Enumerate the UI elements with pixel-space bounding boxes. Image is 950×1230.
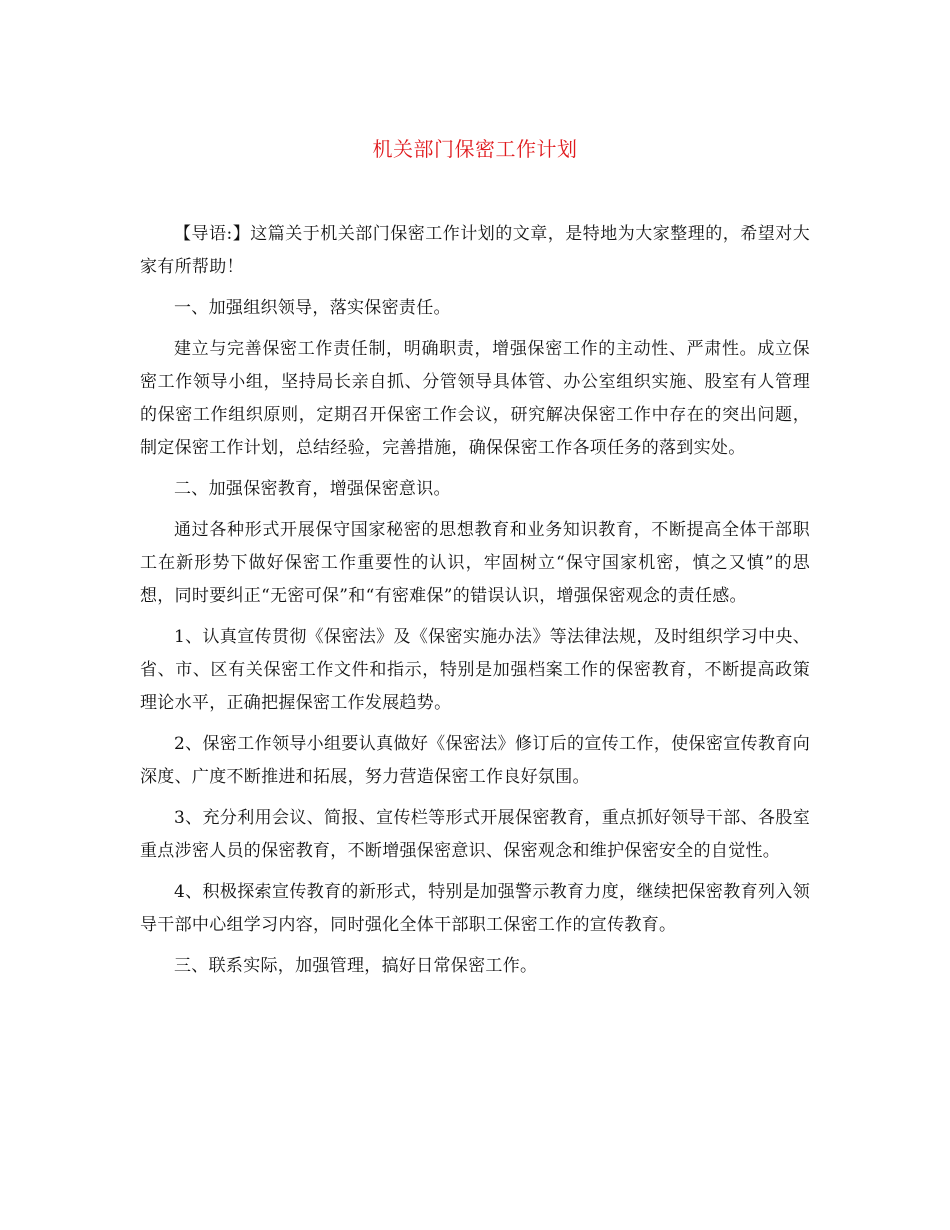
section-heading-2: 二、加强保密教育，增强保密意识。 [174,479,451,499]
list-item-1: 1、认真宣传贯彻《保密法》及《保密实施办法》等法律法规，及时组织学习中央、省、市、区有关保密工作文件和指示，特别是加强档案工作的保密教育，不断提高政策理论水平，正确把握保密工作发展趋势。 [140,627,810,713]
list-item-2: 2、保密工作领导小组要认真做好《保密法》修订后的宣传工作，使保密宣传教育向深度、广度不断推进和拓展，努力营造保密工作良好氛围。 [140,734,810,787]
section-heading-1: 一、加强组织领导，落实保密责任。 [174,298,451,318]
list-item-3: 3、充分利用会议、简报、宣传栏等形式开展保密教育，重点抓好领导干部、各股室重点涉密人员的保密教育，不断增强保密意识、保密观念和维护保密安全的自觉性。 [140,808,810,861]
document-title: 机关部门保密工作计划 [372,137,578,161]
document-body [140,218,810,991]
paragraph: 建立与完善保密工作责任制，明确职责，增强保密工作的主动性、严肃性。成立保密工作领导小组，坚持局长亲自抓、分管领导具体管、办公室组织实施、股室有人管理的保密工作组织原则，定期召开保密工作会议，研究解决保密工作中存在的突出问题，制定保密工作计划，总结经验，完善措施，确保保密工作各项任务的落到实处。 [140,339,810,458]
paragraph: 通过各种形式开展保守国家秘密的思想教育和业务知识教育，不断提高全体干部职工在新形势下做好保密工作重要性的认识，牢固树立“保守国家机密，慎之又慎”的思想，同时要纠正“无密可保”和“有密难保”的错误认识，增强保密观念的责任感。 [140,520,810,606]
intro-paragraph: 【导语:】这篇关于机关部门保密工作计划的文章，是特地为大家整理的，希望对大家有所帮助！ [140,224,810,277]
section-heading-3: 三、联系实际，加强管理，搞好日常保密工作。 [174,956,538,976]
list-item-4: 4、积极探索宣传教育的新形式，特别是加强警示教育力度，继续把保密教育列入领导干部中心组学习内容，同时强化全体干部职工保密工作的宣传教育。 [140,882,810,935]
